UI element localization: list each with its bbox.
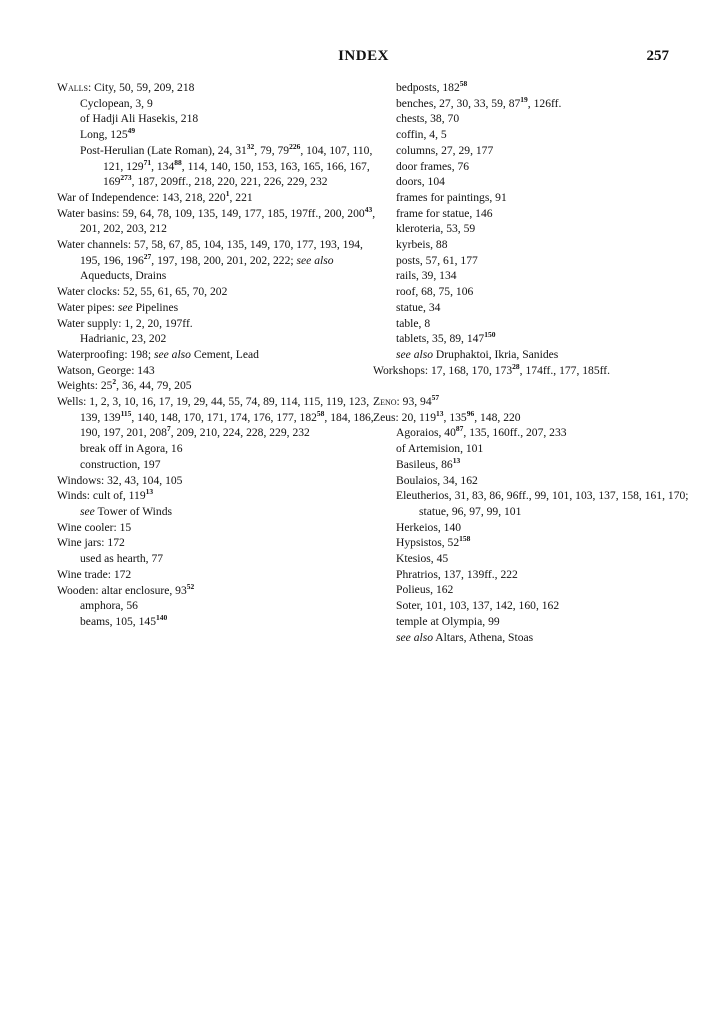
index-subentry: Polieus, 162 (396, 583, 454, 597)
index-subentry: Ktesios, 45 (396, 552, 449, 566)
index-subentry: of Hadji Ali Hasekis, 218 (80, 112, 199, 126)
index-subentry: doors, 104 (396, 175, 445, 189)
index-column-right (373, 80, 693, 645)
index-subentry: break off in Agora, 16 (80, 442, 183, 456)
index-subentry: Agoraios, $40^{87}$, 135, 160ff., 207, 233 (396, 424, 567, 440)
page-number: 257 (646, 48, 669, 64)
index-entry: Water pipes: see Pipelines (57, 300, 179, 314)
index-subentry: of Artemision, 101 (396, 442, 484, 456)
index-subentry: construction, 197 (80, 457, 161, 471)
index-subentry: rails, 39, 134 (396, 269, 457, 283)
index-subentry: temple at Olympia, 99 (396, 614, 500, 628)
index-subentry: Eleutherios, 31, 83, 86, 96ff., 99, 101, 103, 137, 158, 161, 170; statue, 96, 97, 99, 101 (396, 489, 689, 518)
index-subentry: Herkeios, 140 (396, 520, 462, 534)
index-entry: Zeus: 20, $119^{13}$, $135^{96}$, 148, 220 (373, 408, 521, 424)
index-subentry: roof, 68, 75, 106 (396, 285, 474, 299)
index-entry: Wine trade: 172 (57, 567, 132, 581)
index-entry: Wells: 1, 2, 3, 10, 16, 17, 19, 29, 44, 55, 74, 89, 114, 115, 119, 123, 139, $139^{115}$, 140, 148, 170, 171, 174, 176, 177, $182^{58}$, 184, 186, 190, 197, 201, $208^7$, 209, 210, 224, 228, 229, 232 (57, 395, 374, 440)
index-entry: Weights: $25^2$, 36, 44, 79, 205 (57, 377, 192, 393)
index-subentry: statue, 34 (396, 300, 441, 314)
index-subentry: Post-Herulian (Late Roman), 24, $31^{32}$, 79, $79^{226}$, 104, 107, 110, 121, $129^{71}$, $134^{88}$, 114, 140, 150, 153, 163, 165, 166, 167, $169^{273}$, 187, 209ff., 218, 220, 221, 226, 229, 232 (80, 141, 373, 189)
index-entry: Walls: City, 50, 59, 209, 218 (57, 81, 195, 94)
index-subentry: door frames, 76 (396, 159, 470, 173)
index-subentry: bedposts, $182^{58}$ (396, 79, 468, 94)
index-column-left (57, 80, 377, 630)
index-subentry: frame for statue, 146 (396, 206, 493, 220)
index-subentry: benches, 27, 30, 33, 59, $87^{19}$, 126ff. (396, 94, 562, 110)
index-entry: Water channels: 57, 58, 67, 85, 104, 135, 149, 170, 177, 193, 194, 195, 196, $196^{27}$, 197, 198, 200, 201, 202, 222; see also Aqueducts, Drains (57, 238, 363, 283)
index-subentry: see also Altars, Athena, Stoas (396, 630, 534, 644)
index-subentry: Cyclopean, 3, 9 (80, 96, 153, 110)
index-subentry: kyrbeis, 88 (396, 238, 448, 252)
index-entry: Wine cooler: 15 (57, 520, 132, 534)
index-entry: Watson, George: 143 (57, 363, 155, 377)
index-subentry: coffin, 4, 5 (396, 128, 447, 142)
index-entry: Winds: cult of, $119^{13}$ (57, 487, 154, 503)
index-entry: Water basins: 59, 64, 78, 109, 135, 149, 177, 185, 197ff., 200, $200^{43}$, 201, 202, 203, 212 (57, 204, 376, 236)
index-subentry: frames for paintings, 91 (396, 190, 507, 204)
index-entry: War of Independence: 143, 218, $220^1$, 221 (57, 188, 253, 204)
index-subentry: table, 8 (396, 316, 431, 330)
index-subentry: kleroteria, 53, 59 (396, 222, 476, 236)
index-entry: Wine jars: 172 (57, 536, 125, 550)
index-entry: Water supply: 1, 2, 20, 197ff. (57, 316, 193, 330)
index-entry: Zeno: 93, $94^{57}$ (373, 393, 440, 409)
index-subentry: Hypsistos, $52^{158}$ (396, 534, 471, 550)
index-entry: Water clocks: 52, 55, 61, 65, 70, 202 (57, 285, 228, 299)
index-subentry: see also Druphaktoi, Ikria, Sanides (396, 347, 559, 361)
index-entry: Wooden: altar enclosure, $93^{52}$ (57, 581, 195, 597)
index-subentry: amphora, 56 (80, 599, 138, 613)
index-subentry: posts, 57, 61, 177 (396, 253, 478, 267)
index-subentry: Long, $125^{49}$ (80, 126, 136, 142)
index-subentry: chests, 38, 70 (396, 112, 460, 126)
index-subentry: used as hearth, 77 (80, 552, 164, 566)
index-entry: Waterproofing: 198; see also Cement, Lead (57, 347, 259, 361)
index-subentry: columns, 27, 29, 177 (396, 143, 494, 157)
index-entry: Workshops: 17, 168, 170, $173^{28}$, 174ff., 177, 185ff. (373, 361, 611, 377)
page-title: INDEX (338, 48, 389, 64)
index-subentry: Boulaios, 34, 162 (396, 473, 478, 487)
index-subentry: Soter, 101, 103, 137, 142, 160, 162 (396, 599, 560, 613)
index-subentry: beams, 105, $145^{140}$ (80, 612, 168, 628)
index-subentry: Basileus, $86^{13}$ (396, 455, 461, 471)
index-subentry: tablets, 35, 89, $147^{150}$ (396, 330, 496, 346)
index-subentry: see Tower of Winds (80, 504, 172, 518)
index-subentry: Phratrios, 137, 139ff., 222 (396, 567, 518, 581)
index-entry: Windows: 32, 43, 104, 105 (57, 473, 183, 487)
index-subentry: Hadrianic, 23, 202 (80, 332, 167, 346)
